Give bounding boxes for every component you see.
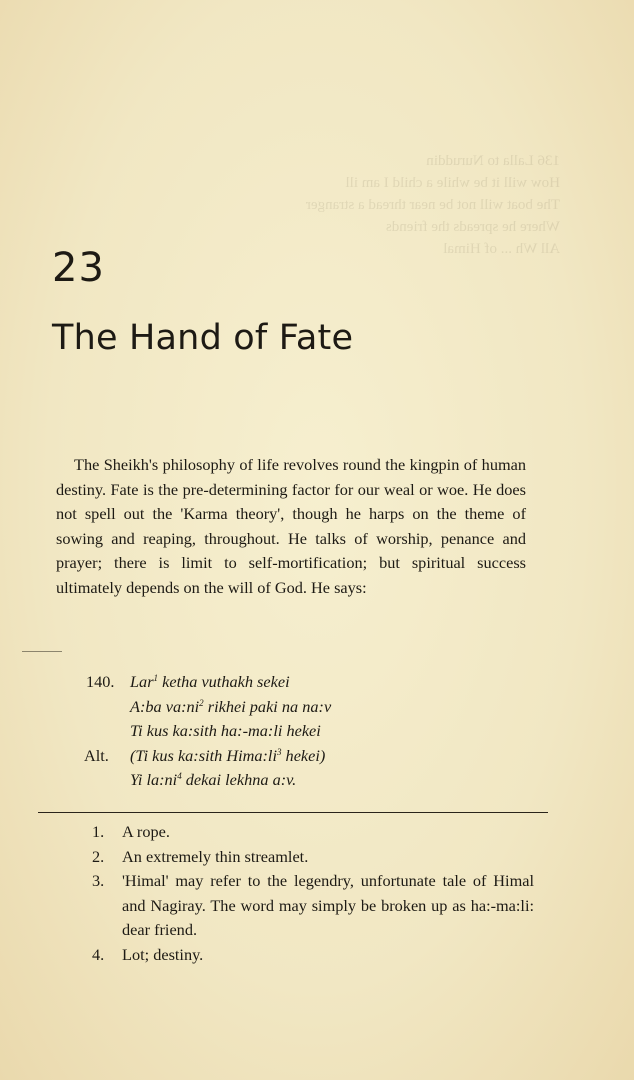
verse-line: Ti kus ka:sith ha:-ma:li hekei	[130, 721, 321, 740]
verse-line-alt: Alt. (Ti kus ka:sith $Hima:li^3$ hekei)	[86, 744, 506, 769]
footnote: 2. An extremely thin streamlet.	[92, 846, 309, 866]
chapter-number: 23	[52, 245, 105, 291]
chapter-title: The Hand of Fate	[52, 318, 354, 358]
alt-label: Alt.	[84, 745, 109, 765]
footnote: 4. Lot; destiny.	[92, 944, 204, 964]
paragraph-text: The Sheikh's philosophy of life revolves round the kingpin of human destiny. Fate is the pre-determining factor for our weal or woe. He does not spell out the 'Karma theory', though he harps on the theme of sowing and reaping, throughout. He talks of worship, penance and prayer; there is limit to self-mortification; but spiritual success ultimately depends on the will of God. He says:	[56, 455, 526, 597]
verse-block	[86, 670, 506, 793]
verse-line: 140. Lar$^1$ ketha vuthakh sekei	[86, 670, 506, 695]
bleed-through-text: 136 Lalla to Nuruddin How will it be while a child I am ill The boat will not be near thread a stranger Where he spreads the friends All Wh ... of Himal	[305, 153, 560, 257]
margin-mark	[22, 651, 62, 652]
footnote: 3. 'Himal' may refer to the legendry, unfortunate tale of Himal and Nagiray. The word may simply be broken up as ha:-ma:li: dear friend.	[92, 871, 534, 939]
footnote: 1. A rope.	[92, 822, 170, 841]
footnote-divider	[38, 812, 548, 813]
verse-line: A:ba $va:ni^2$ rikhei paki na na:v	[130, 696, 332, 716]
verse-line: Yi $la:ni^4$ dekai lekhna a:v.	[130, 770, 297, 789]
intro-paragraph	[56, 453, 526, 600]
footnotes	[92, 820, 534, 967]
verse-number: 140.	[86, 672, 115, 691]
